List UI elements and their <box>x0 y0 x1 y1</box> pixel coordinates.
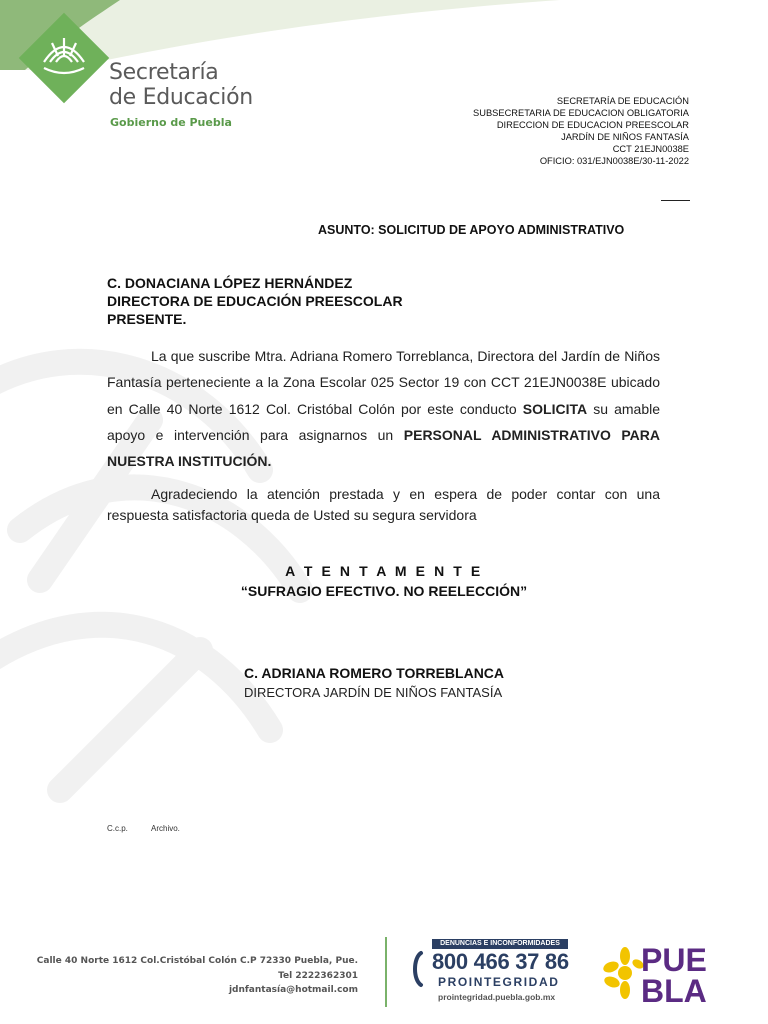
recipient-name: C. DONACIANA LÓPEZ HERNÁNDEZ <box>107 275 353 291</box>
ccp-label: C.c.p. <box>107 824 128 833</box>
ccp-value: Archivo. <box>151 824 180 833</box>
brand-subtitle: Gobierno de Puebla <box>110 116 232 129</box>
body-text: La que suscribe Mtra. Adriana Romero Torreblanca, Directora del Jardín de Niños Fantasía perteneciente a la Zona Escolar 025 Sector 19 con CCT 21EJN0038E ubicado en Calle 40 Norte 1612 Col. Cristóbal Colón por este conducto <box>107 348 660 417</box>
puebla-flower-icon <box>603 947 645 999</box>
closing-motto: “SUFRAGIO EFECTIVO. NO REELECCIÓN” <box>240 583 528 599</box>
footer-phone: Tel 2222362301 <box>278 970 358 981</box>
body-paragraph-1 <box>107 343 660 474</box>
header-line: CCT 21EJN0038E <box>612 144 689 154</box>
puebla-logo-text: PUE <box>641 942 707 978</box>
letter-body <box>107 343 660 526</box>
prointegridad-label: PROINTEGRIDAD <box>438 975 560 989</box>
header-line: DIRECCION DE EDUCACION PREESCOLAR <box>496 120 689 130</box>
header-line: SECRETARÍA DE EDUCACIÓN <box>556 96 689 106</box>
footer-address: Calle 40 Norte 1612 Col.Cristóbal Colón C.P 72330 Puebla, Pue. <box>36 956 358 966</box>
header-line: JARDÍN DE NIÑOS FANTASÍA <box>561 132 689 142</box>
body-text: su amable apoyo e intervención para asignarnos un <box>107 400 661 443</box>
body-emphasis: PERSONAL ADMINISTRATIVO PARA NUESTRA INSTITUCIÓN. <box>107 426 661 470</box>
header-line: SUBSECRETARIA DE EDUCACION OBLIGATORIA <box>473 108 689 118</box>
puebla-logo <box>603 938 715 1008</box>
separator-rule <box>661 200 690 201</box>
recipient-presente: PRESENTE. <box>107 311 187 327</box>
subject-line: ASUNTO: SOLICITUD DE APOYO ADMINISTRATIVO <box>318 223 625 237</box>
signature-name: C. ADRIANA ROMERO TORREBLANCA <box>244 665 505 681</box>
hotline-number: 800 466 37 86 <box>432 949 569 974</box>
puebla-logo-text: BLA <box>641 973 707 1008</box>
prointegridad-url[interactable]: prointegridad.puebla.gob.mx <box>438 992 556 1002</box>
body-emphasis: SOLICITA <box>522 400 588 417</box>
body-paragraph-2: Agradeciendo la atención prestada y en espera de poder contar con una respuesta satisfactoria queda de Usted su segura servidora <box>107 486 660 524</box>
phone-icon <box>411 950 431 988</box>
brand-title-line1: Secretaría <box>109 60 219 85</box>
brand-title-line2: de Educación <box>109 85 253 110</box>
denuncias-banner: DENUNCIAS E INCONFORMIDADES <box>432 939 568 949</box>
recipient-title: DIRECTORA DE EDUCACIÓN PREESCOLAR <box>107 293 403 309</box>
letterhead-info <box>473 95 689 167</box>
signature-role: DIRECTORA JARDÍN DE NIÑOS FANTASÍA <box>244 685 503 700</box>
footer-email[interactable]: jdnfantasía@hotmail.com <box>228 985 358 995</box>
closing-atentamente: A T E N T A M E N T E <box>285 563 483 579</box>
footer-divider <box>385 937 387 1007</box>
footer-address-block <box>37 954 358 998</box>
secretaria-logo-icon <box>18 12 110 104</box>
header-line: OFICIO: 031/EJN0038E/30-11-2022 <box>539 156 689 166</box>
recipient-block <box>107 274 403 328</box>
